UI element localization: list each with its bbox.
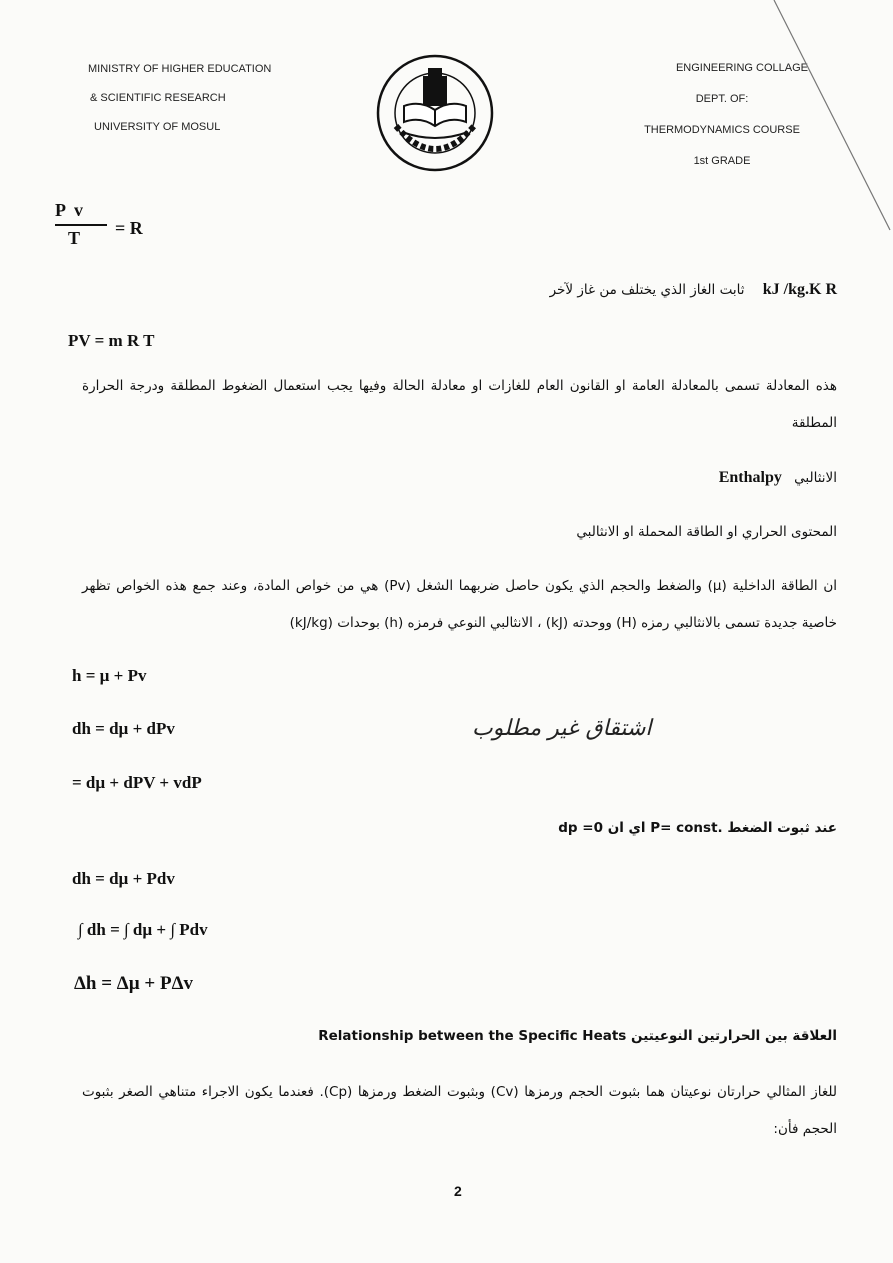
pv-mrt-equation: PV = m R T — [68, 331, 155, 350]
enthalpy-heading-ar: الانثالبي — [794, 470, 837, 486]
enthalpy-differential-expanded: = dµ + dPV + vdP — [72, 773, 202, 792]
fraction-rhs: = R — [115, 218, 143, 238]
enthalpy-subtitle: المحتوى الحراري او الطاقة المحملة او الانثالبي — [576, 524, 837, 540]
gas-constant-fraction — [55, 200, 143, 249]
specific-heats-paragraph: للغاز المثالي حرارتان نوعيتان هما بثبوت الحجم ورمزها (Cv) وبثبوت الضغط ورمزها (Cp). فعندما يكون الاجراء متناهي الصغر بثبوت الحجم فأن: — [82, 1084, 838, 1137]
enthalpy-paragraph: ان الطاقة الداخلية (µ) والضغط والحجم الذي يكون حاصل ضربهما الشغل (Pv) هي من خواص المادة، وعند جمع هذه الخواص تظهر خاصية جديدة تسمى بالانثالبي رمزه (H) ووحدته (kJ) ، الانثالبي النوعي فرمزه (h) بوحدات (kJ/kg) — [82, 578, 838, 631]
enthalpy-differential: dh = dµ + dPv — [72, 719, 175, 738]
course-line: THERMODYNAMICS COURSE — [644, 124, 800, 136]
enthalpy-heading — [719, 469, 837, 487]
university-seal-icon — [376, 54, 494, 172]
handwritten-note: اشتقاق غير مطلوب — [472, 716, 652, 741]
gas-constant-line — [550, 281, 837, 299]
r-description: ثابت الغاز الذي يختلف من غاز لآخر — [549, 282, 745, 298]
r-units: kJ /kg.K R — [762, 281, 837, 298]
grade-line: 1st GRADE — [693, 155, 751, 167]
page-number: 2 — [454, 1183, 462, 1199]
integral-equation: ∫ dh = ∫ dµ + ∫ Pdv — [78, 920, 208, 939]
dept-line: DEPT. OF: — [695, 93, 749, 105]
scan-edge-line — [770, 0, 893, 240]
general-equation-paragraph: هذه المعادلة تسمى بالمعادلة العامة او القانون العام للغازات او معادلة الحالة وفيها يجب استعمال الضغوط المطلقة ودرجة الحرارة المطلقة — [82, 378, 837, 431]
enthalpy-definition: h = µ + Pv — [72, 666, 147, 685]
dh-pdv-equation: dh = dµ + Pdv — [72, 869, 175, 888]
university-line: UNIVERSITY OF MOSUL — [94, 121, 221, 133]
research-line: & SCIENTIFIC RESEARCH — [90, 92, 226, 104]
specific-heats-heading: العلاقة بين الحرارتين النوعيتين Relationship between the Specific Heats — [318, 1028, 837, 1044]
enthalpy-heading-en: Enthalpy — [718, 469, 782, 486]
fraction-bar — [55, 224, 107, 226]
header-left — [88, 63, 271, 150]
fraction-numerator: P v — [55, 200, 84, 220]
fraction-denominator: T — [68, 227, 81, 248]
ministry-line: MINISTRY OF HIGHER EDUCATION — [88, 63, 272, 75]
delta-equation: Δh = Δµ + PΔv — [74, 973, 194, 994]
college-line: ENGINEERING COLLAGE — [675, 62, 809, 74]
constant-pressure-line: عند ثبوت الضغط .P= const اي ان dp =0 — [558, 820, 837, 836]
